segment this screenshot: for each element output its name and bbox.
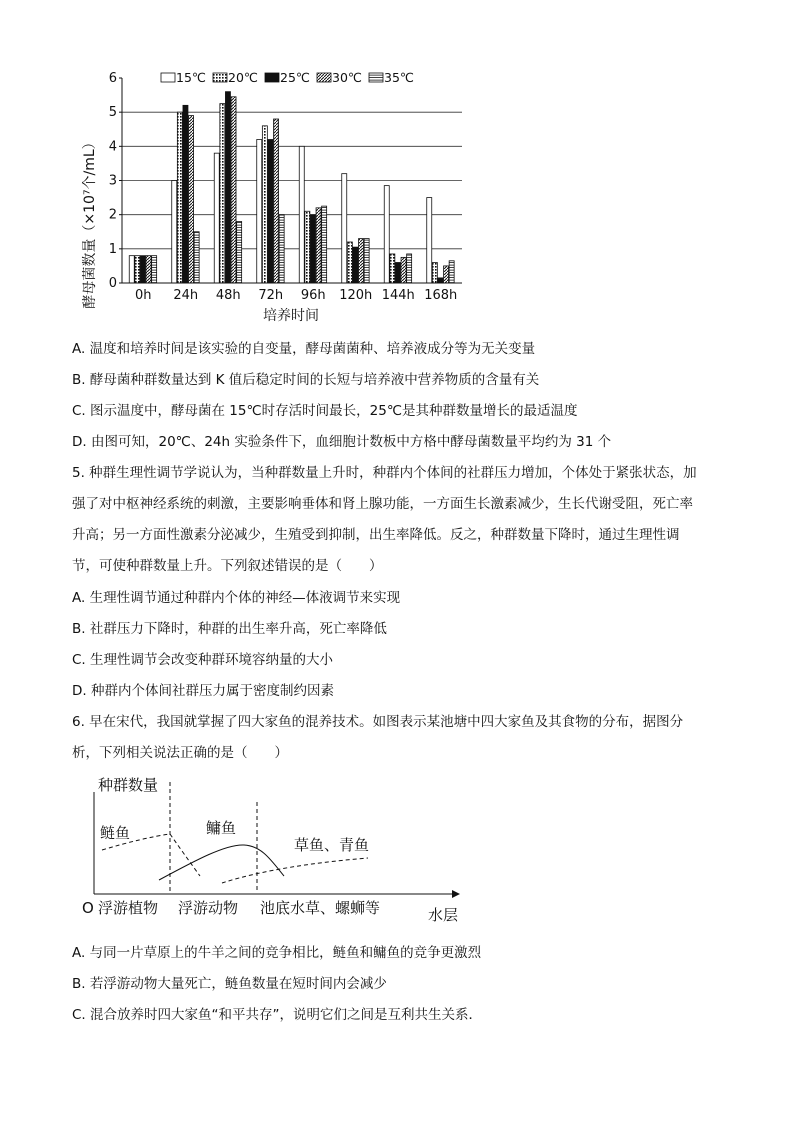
y-axis-label: 酵母菌数量（×10⁷个/mL） xyxy=(82,135,98,309)
bar-96h-35℃ xyxy=(322,206,327,283)
q5-stem-line2: 强了对中枢神经系统的刺激，主要影响垂体和肾上腺功能，一方面生长激素减少，生长代谢受阻，死亡率 xyxy=(72,496,693,512)
bar-120h-35℃ xyxy=(364,239,369,283)
bar-96h-15℃ xyxy=(299,146,304,283)
y-tick-label: 3 xyxy=(108,173,117,189)
silver-carp-label: 鲢鱼 xyxy=(100,824,131,842)
legend-label: 15℃ xyxy=(176,70,206,85)
bar-0h-15℃ xyxy=(129,256,134,283)
y-tick-label: 6 xyxy=(108,71,117,86)
bar-144h-35℃ xyxy=(407,254,412,283)
x-tick-label: 72h xyxy=(258,288,284,303)
diagram-x-label: 水层 xyxy=(428,906,459,924)
x-axis-label: 培养时间 xyxy=(263,308,319,324)
x-tick-label: 0h xyxy=(134,288,152,303)
legend-swatch xyxy=(369,73,383,82)
bar-144h-15℃ xyxy=(384,186,389,283)
bar-72h-35℃ xyxy=(279,215,284,283)
q6-option-b: B. 若浮游动物大量死亡，鲢鱼数量在短时间内会减少 xyxy=(72,976,387,992)
bar-24h-35℃ xyxy=(194,232,199,283)
x-tick-labels xyxy=(135,288,457,303)
q6-stem-line2: 析，下列相关说法正确的是（ ） xyxy=(72,745,288,761)
legend-swatch xyxy=(213,73,227,82)
legend-label: 30℃ xyxy=(332,70,362,85)
bar-120h-20℃ xyxy=(347,242,352,283)
origin-label: O xyxy=(82,899,94,917)
bar-120h-15℃ xyxy=(342,174,347,283)
bar-96h-25℃ xyxy=(310,215,315,283)
yeast-bar-chart xyxy=(60,62,480,332)
q6-option-a: A. 与同一片草原上的牛羊之间的竞争相比，鲢鱼和鳙鱼的竞争更激烈 xyxy=(72,945,482,961)
bar-0h-20℃ xyxy=(135,256,140,283)
x-tick-label: 144h xyxy=(381,288,415,303)
q5-stem-line4: 节，可使种群数量上升。下列叙述错误的是（ ） xyxy=(72,558,383,574)
x-tick-label: 96h xyxy=(300,288,326,303)
bar-72h-25℃ xyxy=(268,140,273,284)
bar-48h-20℃ xyxy=(220,104,225,283)
bar-72h-20℃ xyxy=(262,126,267,283)
q5-option-c: C. 生理性调节会改变种群环境容纳量的大小 xyxy=(72,652,334,668)
y-tick-label: 4 xyxy=(108,139,117,155)
bar-168h-15℃ xyxy=(427,198,432,283)
q6-option-c: C. 混合放养时四大家鱼“和平共存”，说明它们之间是互利共生关系． xyxy=(72,1007,482,1023)
bar-48h-30℃ xyxy=(231,97,236,283)
legend-label: 35℃ xyxy=(384,70,414,85)
q5-stem-line1: 5. 种群生理性调节学说认为，当种群数量上升时，种群内个体间的社群压力增加，个体处于紧张状态，加 xyxy=(72,465,697,481)
q5-option-d: D. 种群内个体间社群压力属于密度制约因素 xyxy=(72,683,334,699)
bar-144h-25℃ xyxy=(395,263,400,284)
bar-24h-15℃ xyxy=(172,181,177,284)
x-tick-label: 24h xyxy=(173,288,199,303)
bar-168h-20℃ xyxy=(432,263,437,284)
bar-168h-25℃ xyxy=(438,278,443,283)
bar-0h-30℃ xyxy=(146,256,151,283)
bar-24h-30℃ xyxy=(189,116,194,283)
legend-label: 20℃ xyxy=(228,70,258,85)
x-tick-label: 168h xyxy=(424,288,458,303)
bar-48h-35℃ xyxy=(237,222,242,284)
bar-168h-30℃ xyxy=(444,266,449,283)
x-tick-label: 120h xyxy=(339,288,373,303)
diagram-y-label: 种群数量 xyxy=(98,776,159,794)
grass-black-carp-label: 草鱼、青鱼 xyxy=(294,836,370,854)
bighead-carp-label: 鳙鱼 xyxy=(206,819,237,837)
bar-72h-30℃ xyxy=(274,119,279,283)
bar-144h-20℃ xyxy=(390,254,395,283)
bar-24h-20℃ xyxy=(177,112,182,283)
q5-stem-line3: 升高；另一方面性激素分泌减少，生殖受到抑制，出生率降低。反之，种群数量下降时，通过生理性调 xyxy=(72,527,680,543)
fish-distribution-diagram xyxy=(66,770,486,930)
legend-swatch xyxy=(317,73,331,82)
q4-option-b: B. 酵母菌种群数量达到 K 值后稳定时间的长短与培养液中营养物质的含量有关 xyxy=(72,372,540,388)
y-tick-label: 2 xyxy=(108,207,117,223)
bar-48h-15℃ xyxy=(214,153,219,283)
grass-carp-curve xyxy=(222,858,368,883)
legend-label: 25℃ xyxy=(280,70,310,85)
bar-120h-25℃ xyxy=(353,247,358,283)
zone-bottom-plants: 池底水草、螺蛳等 xyxy=(260,899,381,917)
q6-stem-line1: 6. 早在宋代，我国就掌握了四大家鱼的混养技术。如图表示某池塘中四大家鱼及其食物的分布，据图分 xyxy=(72,714,684,730)
legend-swatch xyxy=(161,73,175,82)
y-tick-label: 5 xyxy=(108,105,117,121)
q4-option-a: A. 温度和培养时间是该实验的自变量，酵母菌菌种、培养液成分等为无关变量 xyxy=(72,341,536,357)
bar-48h-25℃ xyxy=(225,92,230,283)
legend xyxy=(161,70,414,85)
q4-option-d: D. 由图可知，20℃、24h 实验条件下，血细胞计数板中方格中酵母菌数量平均约为 31 个 xyxy=(72,434,612,450)
zone-zooplankton: 浮游动物 xyxy=(178,899,239,917)
bar-144h-30℃ xyxy=(401,257,406,283)
q4-option-c: C. 图示温度中，酵母菌在 15℃时存活时间最长，25℃是其种群数量增长的最适温度 xyxy=(72,403,578,419)
bar-168h-35℃ xyxy=(449,261,454,283)
zone-phytoplankton: 浮游植物 xyxy=(98,899,159,917)
x-tick-label: 48h xyxy=(215,288,241,303)
q5-option-b: B. 社群压力下降时，种群的出生率升高，死亡率降低 xyxy=(72,621,387,637)
y-tick-label: 0 xyxy=(108,276,117,291)
bighead-carp-curve xyxy=(159,845,284,880)
bars xyxy=(129,92,454,283)
bar-0h-25℃ xyxy=(140,256,145,283)
legend-swatch xyxy=(265,73,279,82)
q5-option-a: A. 生理性调节通过种群内个体的神经—体液调节来实现 xyxy=(72,590,401,606)
bar-24h-25℃ xyxy=(183,105,188,283)
x-axis-arrow xyxy=(452,890,460,898)
bar-96h-30℃ xyxy=(316,208,321,283)
y-tick-label: 1 xyxy=(108,241,117,257)
bar-0h-35℃ xyxy=(152,256,157,283)
y-tick-labels xyxy=(109,71,122,291)
bar-72h-15℃ xyxy=(257,140,262,284)
bar-96h-20℃ xyxy=(305,211,310,283)
bar-120h-30℃ xyxy=(359,239,364,283)
